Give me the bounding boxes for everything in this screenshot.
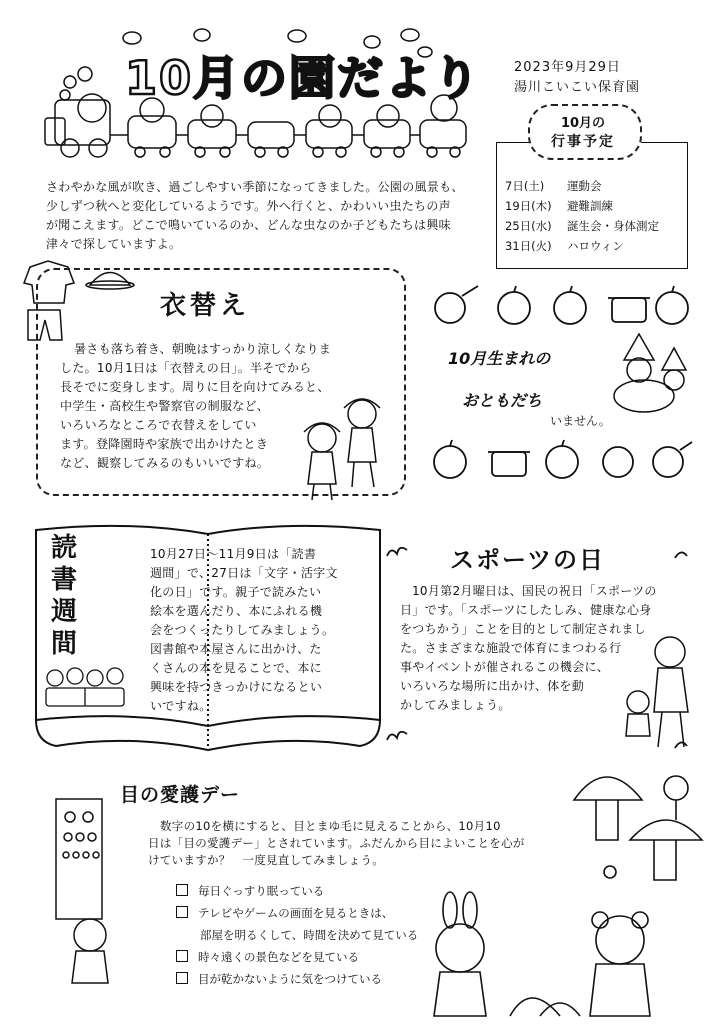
birthday-title-line1: 10月生まれの [448,349,551,368]
pumpkin-row-bottom [432,438,694,486]
checklist-label: 部屋を明るくして、時間を決めて見ている [200,928,419,942]
schedule-item [505,196,685,216]
sports-line: かしてみましょう。 [400,698,511,712]
sports-line: 日」です。「スポーツにしたしみ、健康な心身 [400,603,652,617]
intro-line: が聞こえます。どこで鳴いているのか、どんな虫なのか子どもたちは興味 [46,218,451,232]
checkbox-icon[interactable] [176,884,188,896]
checklist-label: テレビやゲームの画面を見るときは、 [198,906,394,920]
koromogae-line: 長そでに変身します。周りに目を向けてみると、 [60,380,330,394]
checklist-label: 目が乾かないように気をつけている [198,972,382,986]
reading-line: 週間」で、27日は「文字・活字文 [150,566,338,580]
birthday-note: いません。 [550,414,611,428]
koromogae-line: いろいろなところで衣替えをしてい [60,418,257,432]
eyes-line: 数字の10を横にすると、目とまゆ毛に見えることから、10月10 [160,819,501,833]
schedule-event: 誕生会・身体測定 [567,219,659,233]
eye-chart-illustration [50,795,130,985]
intro-line: 少しずつ秋へと変化しているようです。外へ行くと、かわいい虫たちの声 [46,199,451,213]
organization-name: 湯川こいこい保育園 [514,80,641,95]
schedule-event: ハロウィン [567,239,624,253]
checklist-label: 時々遠くの景色などを見ている [198,950,359,964]
schedule-title-line1: 10月の [560,116,606,131]
children-walking-illustration [292,392,402,502]
birthday-title-line2: おともだち [462,391,543,410]
intro-line: さわやかな風が吹き、過ごしやすい季節になってきました。公園の風景も、 [46,180,464,194]
schedule-list [505,176,685,256]
sports-title: スポーツの日 [450,546,606,574]
schedule-item [505,216,685,236]
cloud-border-bottom [385,720,705,760]
schedule-event: 運動会 [567,179,602,193]
sports-line: 10月第2月曜日は、国民の祝日「スポーツの [412,584,657,598]
reading-line: 会をつくったりしてみましょう。 [150,623,335,637]
issue-date: 2023年9月29日 [514,60,621,75]
schedule-date: 7日(土) [505,179,545,193]
eyes-line: 日は「目の愛護デー」とされています。ふだんから目によいことを心が [148,836,525,850]
checkbox-icon[interactable] [176,950,188,962]
rabbit-bear-illustration [420,890,710,1020]
koromogae-line: ます。登降園時や家族で出かけたとき [60,437,269,451]
reading-title-char: 週 [50,597,77,627]
sports-line: をつちかう」ことを目的として制定されまし [400,622,647,636]
pumpkin-row-top [432,282,694,330]
intro-text [46,178,486,254]
intro-line: 津々で探していますよ。 [46,237,182,251]
checklist-label: 毎日ぐっすり眠っている [198,884,325,898]
reading-line: 化の日」です。親子で読みたい [150,585,322,599]
sports-line: いろいろな場所に出かけ、体を動 [400,679,585,693]
reading-line: 興味を持つきっかけになるとい [150,680,323,694]
koromogae-line: 中学生・高校生や警察官の制服など、 [60,399,270,413]
reading-mice-illustration [40,660,130,710]
reading-line: 図書館や本屋さんに出かけ、た [150,642,322,656]
koromogae-line: 暑さも落ち着き、朝晩はすっかり涼しくなりま [74,342,332,356]
schedule-date: 31日(火) [505,239,552,253]
schedule-item [505,176,685,196]
reading-line: 10月27日～11月9日は「読書 [150,547,317,561]
schedule-date: 19日(木) [505,199,552,213]
checkbox-icon[interactable] [176,906,188,918]
schedule-date: 25日(水) [505,219,552,233]
reading-line: いですね。 [150,699,212,713]
koromogae-line: など、観察してみるのもいいですね。 [60,456,270,470]
reading-title-char: 読 [50,533,77,563]
schedule-item [505,236,685,256]
reading-title-char: 間 [50,629,77,659]
sports-line: た。さまざまな施設で体育にまつわる行 [400,641,622,655]
reading-text [150,545,380,716]
sports-line: 事やイベントが催されるこの機会に、 [400,660,610,674]
schedule-event: 避難訓練 [567,199,613,213]
eyes-text [148,818,538,869]
mushroom-illustration [566,760,706,890]
eyes-title: 目の愛護デー [120,784,241,806]
eyes-line: けていますか？ 一度見直してみましょう。 [148,853,384,867]
reading-title [44,532,84,660]
checkbox-icon[interactable] [176,972,188,984]
koromogae-line: した。10月1日は「衣替えの日」。半そでから [60,361,312,375]
koromogae-title: 衣替え [160,291,251,321]
halloween-illustration [604,330,694,414]
schedule-title-line2: 行事予定 [551,134,615,150]
reading-title-char: 書 [50,565,77,595]
reading-line: くさんの本を見ることで、本に [150,661,322,675]
newsletter-title: 10月の園だより [125,51,482,105]
reading-line: 絵本を選んだり、本にふれる機 [150,604,323,618]
